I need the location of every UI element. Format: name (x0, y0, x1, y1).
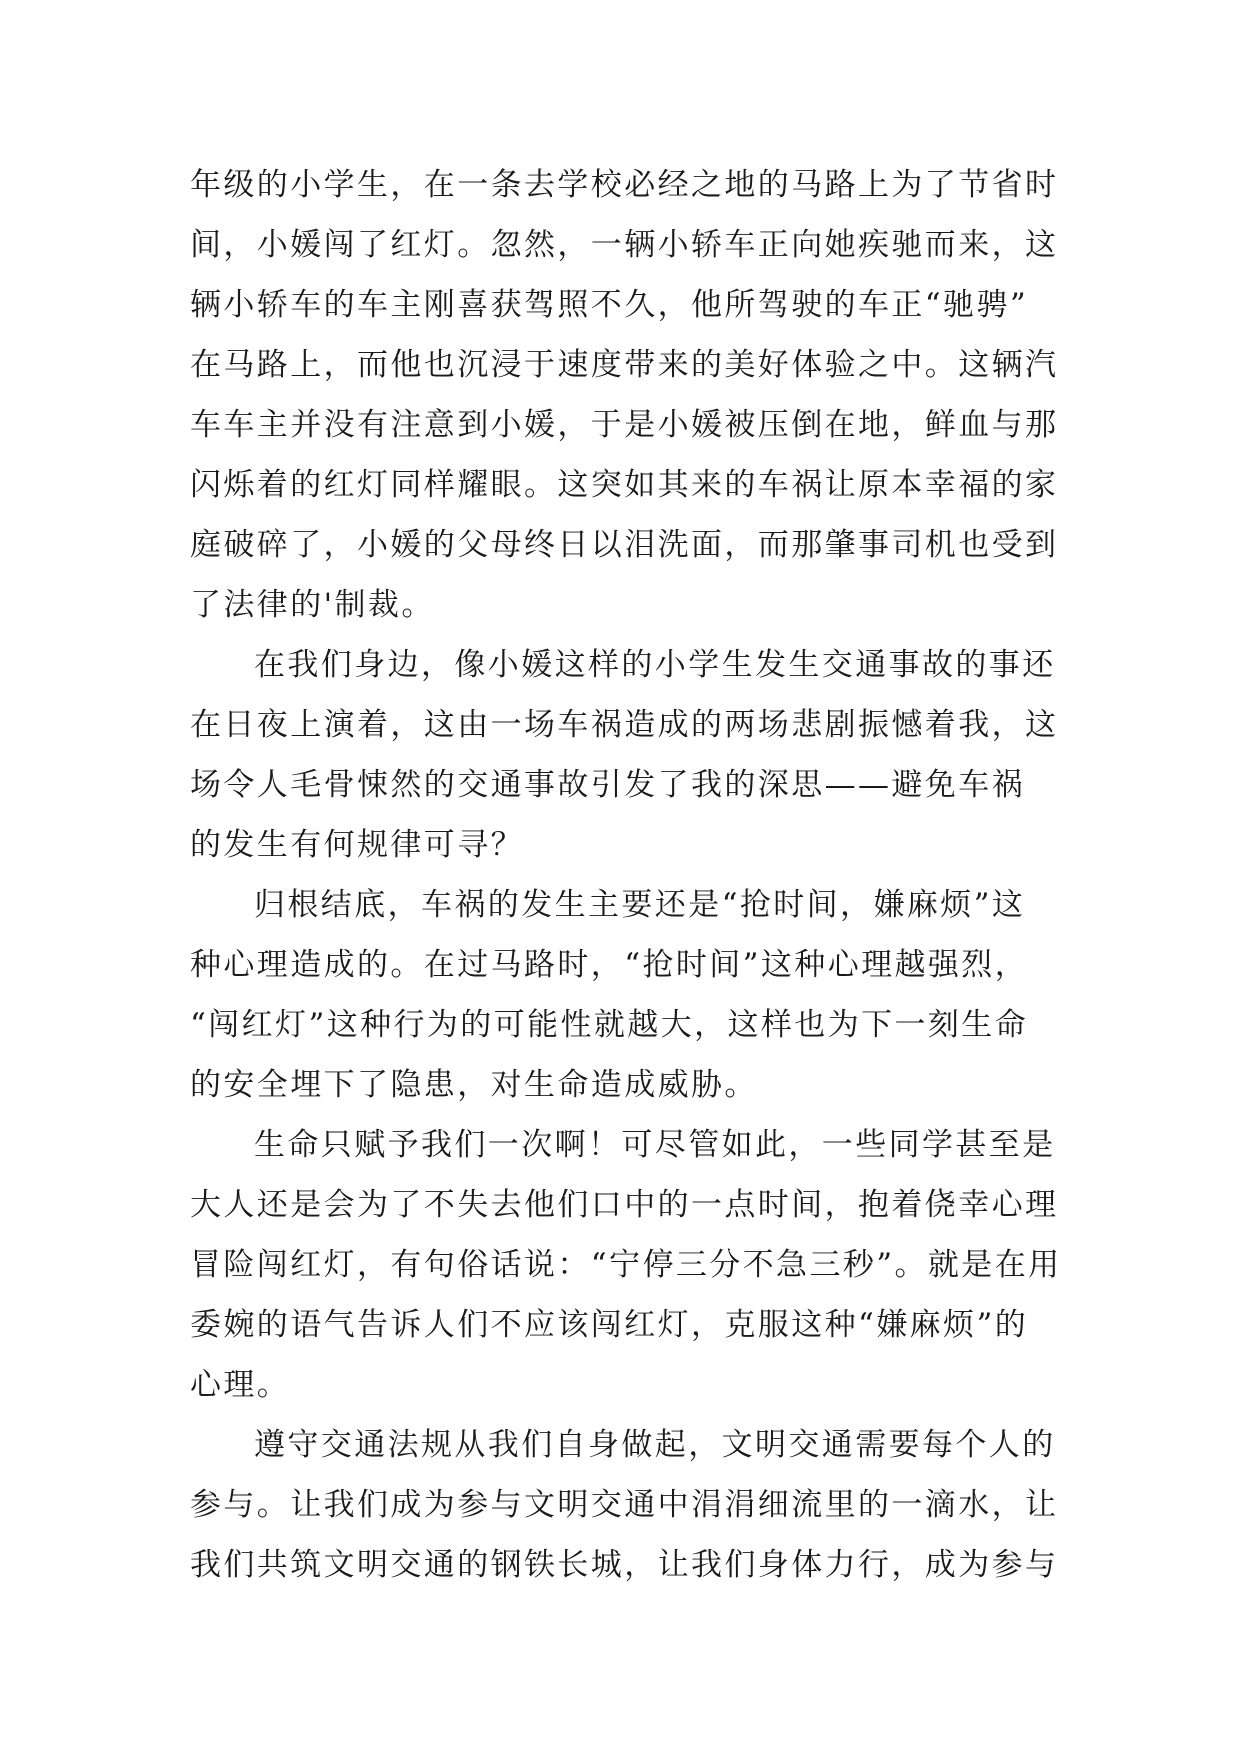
text-line: 遵守交通法规从我们自身做起，文明交通需要每个人的 (254, 1427, 1056, 1463)
text-line: 种心理造成的。在过马路时，“抢时间”这种心理越强烈， (190, 947, 1029, 983)
text-line: 归根结底，车祸的发生主要还是“抢时间，嫌麻烦”这 (254, 887, 1026, 923)
text-line: 年级的小学生，在一条去学校必经之地的马路上为了节省时 (190, 167, 1059, 203)
text-line: 在日夜上演着，这由一场车祸造成的两场悲剧振憾着我，这 (190, 707, 1059, 743)
paragraph-3 (190, 875, 1050, 1115)
text-line: 辆小轿车的车主刚喜获驾照不久，他所驾驶的车正“驰骋” (190, 287, 1029, 323)
text-line: 闪烁着的红灯同样耀眼。这突如其来的车祸让原本幸福的家 (190, 467, 1059, 503)
text-line: 冒险闯红灯，有句俗话说：“宁停三分不急三秒”。就是在用 (190, 1247, 1062, 1283)
text-line: “闯红灯”这种行为的可能性就越大，这样也为下一刻生命 (190, 1007, 1029, 1043)
text-line: 在我们身边，像小媛这样的小学生发生交通事故的事还 (254, 647, 1056, 683)
text-line: 车车主并没有注意到小媛，于是小媛被压倒在地，鲜血与那 (190, 407, 1059, 443)
text-line: 了法律的'制裁。 (190, 587, 435, 623)
paragraph-4 (190, 1115, 1062, 1415)
text-line: 心理。 (190, 1367, 291, 1403)
text-line: 庭破碎了，小媛的父母终日以泪洗面，而那肇事司机也受到 (190, 527, 1059, 563)
paragraph-1 (190, 155, 1059, 635)
text-line: 场令人毛骨悚然的交通事故引发了我的深思——避免车祸 (190, 767, 1025, 803)
text-line: 的发生有何规律可寻？ (190, 827, 524, 863)
text-line: 在马路上，而他也沉浸于速度带来的美好体验之中。这辆汽 (190, 347, 1059, 383)
text-line: 委婉的语气告诉人们不应该闯红灯，克服这种“嫌麻烦”的 (190, 1307, 1029, 1343)
body-text (190, 155, 1062, 1595)
text-line: 的安全埋下了隐患，对生命造成威胁。 (190, 1067, 758, 1103)
text-line: 大人还是会为了不失去他们口中的一点时间，抱着侥幸心理 (190, 1187, 1059, 1223)
paragraph-2 (190, 635, 1059, 875)
text-line: 我们共筑文明交通的钢铁长城，让我们身体力行，成为参与 (190, 1547, 1059, 1583)
paragraph-5 (190, 1415, 1059, 1595)
text-line: 间，小媛闯了红灯。忽然，一辆小轿车正向她疾驰而来，这 (190, 227, 1059, 263)
text-line: 参与。让我们成为参与文明交通中涓涓细流里的一滴水，让 (190, 1487, 1059, 1523)
text-line: 生命只赋予我们一次啊！可尽管如此，一些同学甚至是 (254, 1127, 1056, 1163)
